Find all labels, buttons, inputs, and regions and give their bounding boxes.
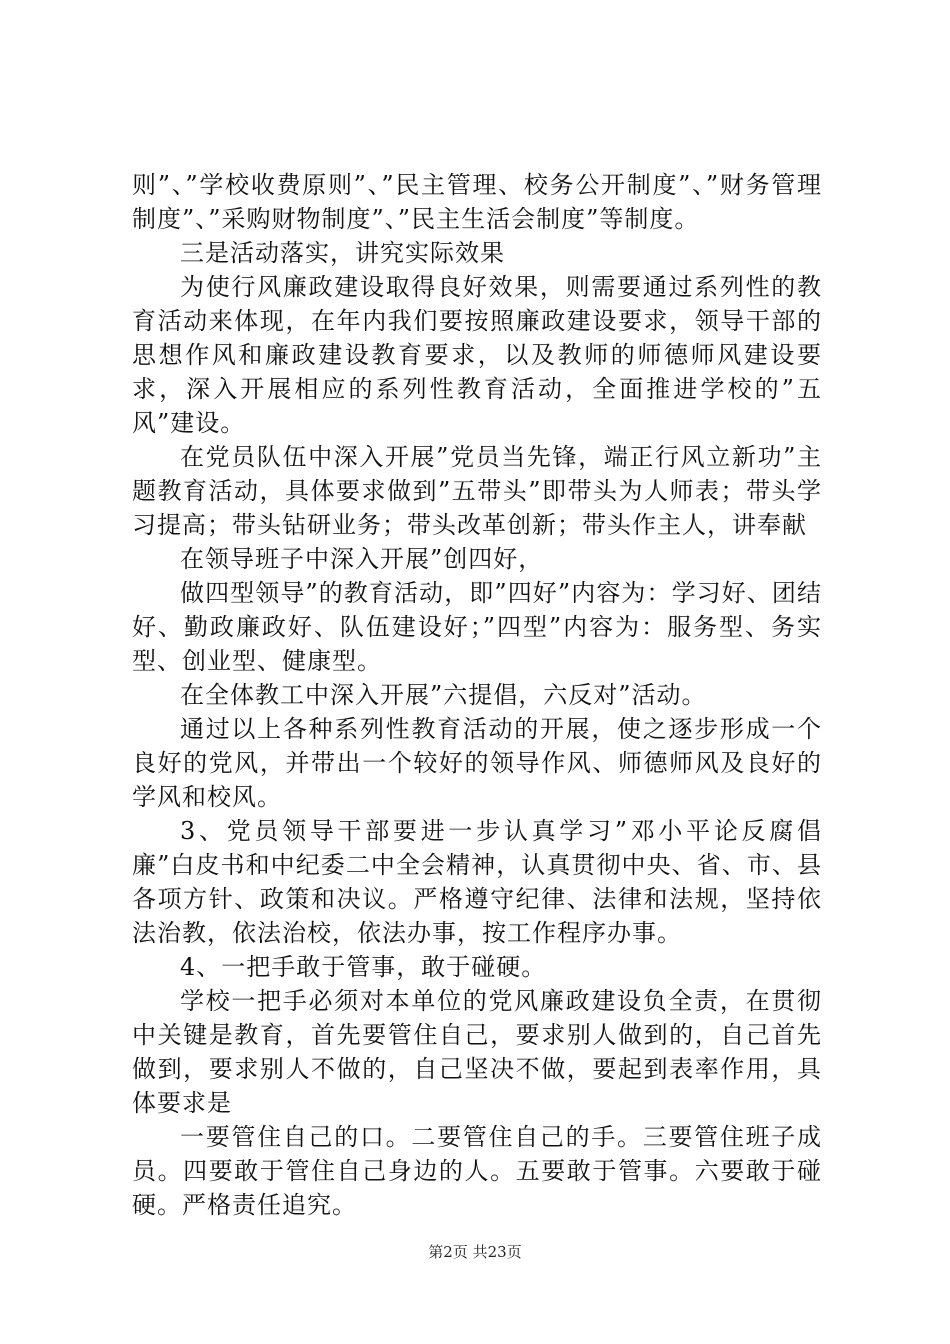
paragraph-1: 则”、”学校收费原则”、”民主管理、校务公开制度”、”财务管理制度”、”采购财物制度”、”民主生活会制度”等制度。 [132, 171, 822, 233]
paragraph-6: 做四型领导”的教育活动，即”四好”内容为：学习好、团结好、勤政廉政好、队伍建设好；”四型”内容为：服务型、务实型、创业型、健康型。 [132, 579, 822, 675]
paragraph-9: 3、党员领导干部要进一步认真学习”邓小平论反腐倡廉”白皮书和中纪委二中全会精神，认真贯彻中央、省、市、县各项方针、政策和决议。严格遵守纪律、法律和法规，坚持依法治教，依法治校，依法办事，按工作程序办事。 [132, 817, 822, 947]
paragraph-5: 在领导班子中深入开展”创四好， [180, 545, 544, 573]
paragraph-11: 学校一把手必须对本单位的党风廉政建设负全责，在贯彻中关键是教育，首先要管住自己，要求别人做到的，自己首先做到，要求别人不做的，自己坚决不做，要起到表率作用，具体要求是 [132, 987, 822, 1117]
document-body [132, 168, 822, 1222]
paragraph-2-heading: 三是活动落实，讲究实际效果 [180, 239, 505, 267]
paragraph-12: 一要管住自己的口。二要管住自己的手。三要管住班子成员。四要敢于管住自己身边的人。五要敢于管事。六要敢于碰硬。严格责任追究。 [132, 1123, 822, 1219]
page-number-footer: 第2页 共23页 [428, 1243, 522, 1261]
paragraph-10: 4、一把手敢于管事，敢于碰硬。 [180, 953, 547, 981]
paragraph-7: 在全体教工中深入开展”六提倡，六反对”活动。 [180, 681, 707, 709]
paragraph-8: 通过以上各种系列性教育活动的开展，使之逐步形成一个良好的党风，并带出一个较好的领导作风、师德师风及良好的学风和校风。 [132, 715, 822, 811]
paragraph-4: 在党员队伍中深入开展”党员当先锋，端正行风立新功”主题教育活动，具体要求做到”五带头”即带头为人师表；带头学习提高；带头钻研业务；带头改革创新；带头作主人，讲奉献 [132, 443, 822, 539]
paragraph-3: 为使行风廉政建设取得良好效果，则需要通过系列性的教育活动来体现，在年内我们要按照廉政建设要求，领导干部的思想作风和廉政建设教育要求，以及教师的师德师风建设要求，深入开展相应的系列性教育活动，全面推进学校的”五风”建设。 [132, 273, 822, 437]
